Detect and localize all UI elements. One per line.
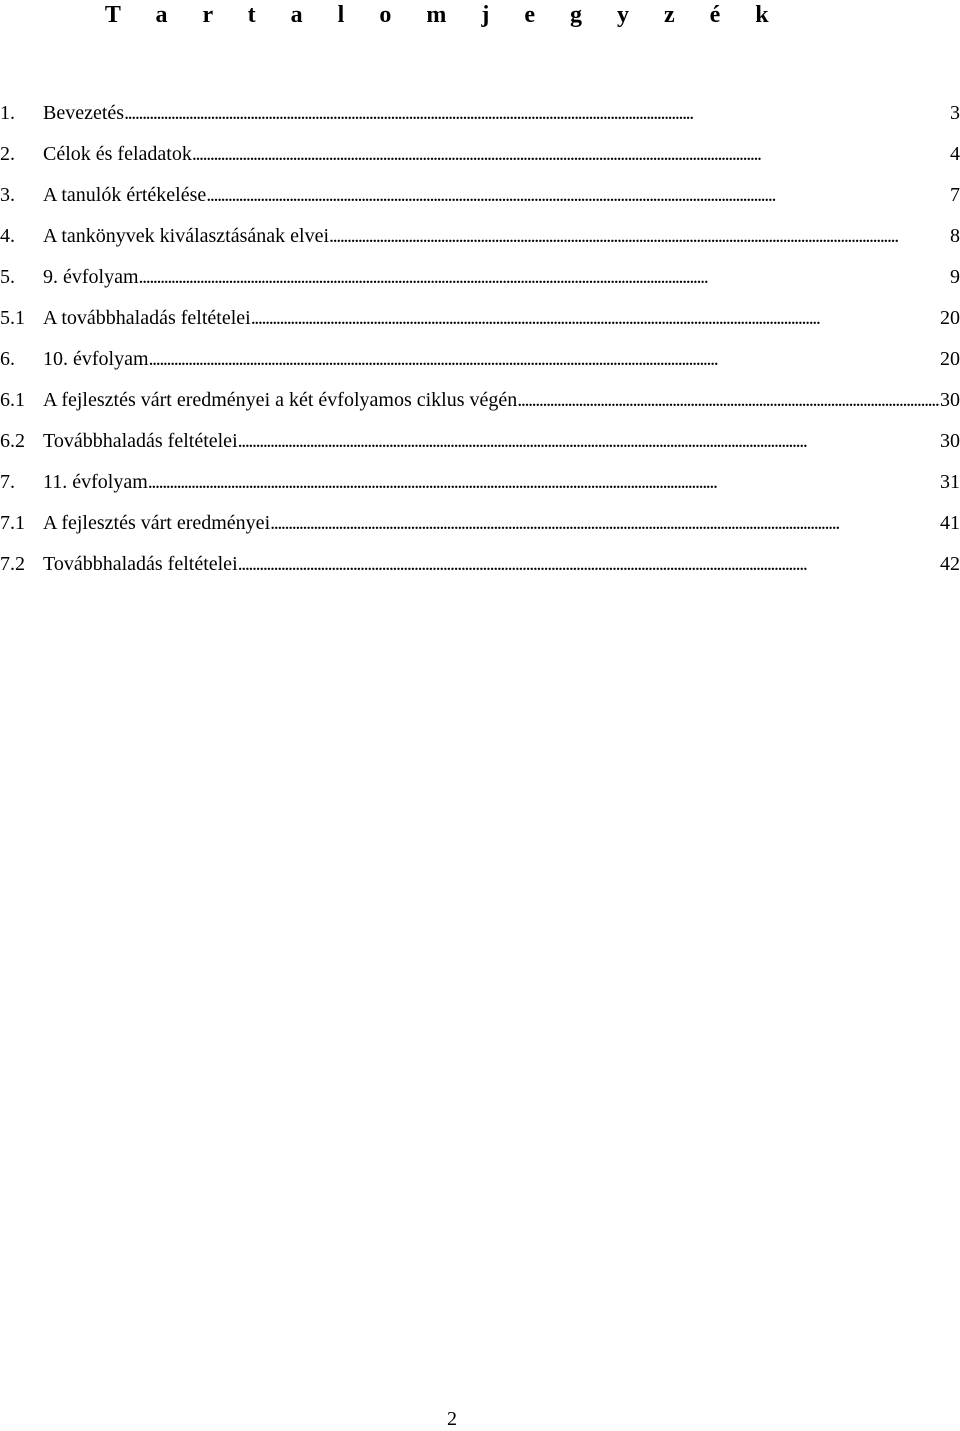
toc-entry-number: 4. — [0, 225, 15, 247]
toc-entry-page: 20 — [940, 348, 960, 370]
toc-entry[interactable] — [0, 139, 960, 180]
toc-entry-page: 31 — [940, 471, 960, 493]
toc-entry-label: A fejlesztés várt eredményei a két évfolyamos ciklus végén — [43, 389, 518, 411]
toc-entry-page: 42 — [940, 553, 960, 575]
toc-entry-page: 20 — [940, 307, 960, 329]
page-number: 2 — [447, 1408, 457, 1430]
toc-entry[interactable] — [0, 303, 960, 344]
toc-entry-page: 4 — [950, 143, 960, 165]
toc-dot-leader — [149, 344, 940, 374]
toc-dot-leader — [329, 221, 950, 251]
toc-dot-leader — [238, 549, 940, 579]
page-title: T a r t a l o m j e g y z é k — [104, 2, 784, 28]
toc-entry-label: A tankönyvek kiválasztásának elvei — [43, 225, 330, 247]
toc-dot-leader — [124, 98, 950, 128]
toc-entry-number: 5.1 — [0, 307, 25, 329]
toc-entry[interactable] — [0, 508, 960, 549]
toc-dot-leader — [238, 426, 940, 456]
toc-entry-number: 6.1 — [0, 389, 25, 411]
toc-entry-label: 10. évfolyam — [43, 348, 149, 370]
toc-entry[interactable] — [0, 344, 960, 385]
toc-entry-number: 7. — [0, 471, 15, 493]
toc-dot-leader — [148, 467, 940, 497]
table-of-contents — [0, 98, 960, 590]
toc-entry-label: A fejlesztés várt eredményei — [43, 512, 271, 534]
toc-dot-leader — [270, 508, 940, 538]
toc-entry-number: 7.2 — [0, 553, 25, 575]
toc-entry[interactable] — [0, 180, 960, 221]
toc-entry-page: 30 — [940, 389, 960, 411]
toc-entry-number: 2. — [0, 143, 15, 165]
toc-entry-label: A továbbhaladás feltételei — [43, 307, 251, 329]
toc-entry-label: 9. évfolyam — [43, 266, 139, 288]
toc-entry-page: 9 — [950, 266, 960, 288]
toc-entry-label: A tanulók értékelése — [43, 184, 207, 206]
toc-entry-number: 7.1 — [0, 512, 25, 534]
toc-entry-label: Bevezetés — [43, 102, 125, 124]
toc-dot-leader — [517, 385, 940, 415]
toc-entry-number: 1. — [0, 102, 15, 124]
toc-entry-label: Célok és feladatok — [43, 143, 192, 165]
toc-entry-page: 8 — [950, 225, 960, 247]
toc-entry-label: Továbbhaladás feltételei — [43, 553, 238, 575]
toc-dot-leader — [192, 139, 950, 169]
toc-dot-leader — [251, 303, 940, 333]
toc-entry-page: 30 — [940, 430, 960, 452]
toc-entry[interactable] — [0, 385, 960, 426]
toc-entry[interactable] — [0, 426, 960, 467]
toc-entry-number: 6. — [0, 348, 15, 370]
toc-entry[interactable] — [0, 549, 960, 590]
toc-dot-leader — [206, 180, 950, 210]
toc-entry-number: 6.2 — [0, 430, 25, 452]
toc-entry-number: 3. — [0, 184, 15, 206]
toc-entry-label: Továbbhaladás feltételei — [43, 430, 238, 452]
toc-entry[interactable] — [0, 98, 960, 139]
toc-entry-page: 7 — [950, 184, 960, 206]
toc-entry-label: 11. évfolyam — [43, 471, 148, 493]
toc-entry-number: 5. — [0, 266, 15, 288]
toc-dot-leader — [139, 262, 950, 292]
toc-entry-page: 3 — [950, 102, 960, 124]
toc-entry[interactable] — [0, 262, 960, 303]
toc-entry-page: 41 — [940, 512, 960, 534]
toc-entry[interactable] — [0, 467, 960, 508]
toc-entry[interactable] — [0, 221, 960, 262]
